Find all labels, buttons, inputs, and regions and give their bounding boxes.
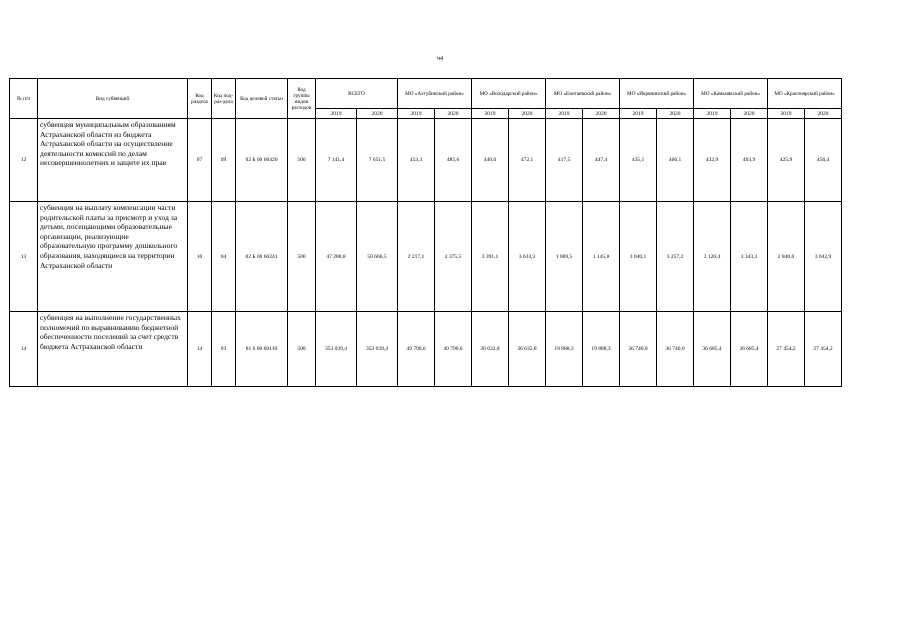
row-name: субвенция муниципальным образованиям Астраханской области из бюджета Астраханской области на осуществление деятельности комиссий по делам несовершеннолетних и защите их прав [38, 119, 188, 202]
header-target: Код целевой статьи [236, 79, 288, 119]
row-num: 13 [10, 202, 38, 312]
header-year: 2020 [657, 109, 694, 119]
row-value: 435,1 [620, 119, 657, 202]
row-section: 07 [188, 119, 212, 202]
row-section: 14 [188, 312, 212, 387]
row-value: 440,6 [472, 119, 509, 202]
row-value: 463,9 [731, 119, 768, 202]
table-row [10, 119, 842, 202]
header-year: 2019 [694, 109, 731, 119]
row-value: 50 666,5 [357, 202, 398, 312]
row-value: 425,9 [768, 119, 805, 202]
row-value: 36 685,4 [694, 312, 731, 387]
row-value: 49 790,6 [398, 312, 435, 387]
row-value: 19 888,3 [583, 312, 620, 387]
header-district: МО «Камызякский район» [694, 79, 768, 109]
row-value: 453,3 [398, 119, 435, 202]
header-year: 2020 [731, 109, 768, 119]
row-value: 3 042,9 [805, 202, 842, 312]
row-value: 36 632,8 [472, 312, 509, 387]
header-district: МО «Енотаевский район» [546, 79, 620, 109]
row-value: 7 141,4 [316, 119, 357, 202]
header-district: МО «Икрянинский район» [620, 79, 694, 109]
header-district: МО «Володарский район» [472, 79, 546, 109]
row-value: 417,5 [546, 119, 583, 202]
row-subsection: 03 [212, 312, 236, 387]
row-value: 2 217,1 [398, 202, 435, 312]
row-value: 49 790,6 [435, 312, 472, 387]
row-value: 27 454,2 [805, 312, 842, 387]
row-subsection: 04 [212, 202, 236, 312]
row-target: 02 Б 00 60241 [236, 202, 288, 312]
header-year: 2020 [435, 109, 472, 119]
row-value: 7 651,5 [357, 119, 398, 202]
row-value: 3 343,3 [731, 202, 768, 312]
header-year: 2019 [472, 109, 509, 119]
row-value: 432,9 [694, 119, 731, 202]
header-year: 2019 [398, 109, 435, 119]
row-value: 36 632,8 [509, 312, 546, 387]
row-value: 456,4 [805, 119, 842, 202]
row-value: 36 740,0 [657, 312, 694, 387]
page-number: ч4 [436, 56, 444, 62]
row-value: 27 454,2 [768, 312, 805, 387]
row-value: 19 888,3 [546, 312, 583, 387]
row-num: 14 [10, 312, 38, 387]
row-group: 500 [288, 202, 316, 312]
header-year: 2019 [620, 109, 657, 119]
header-district: МО «Красноярский район» [768, 79, 842, 109]
header-year: 2020 [509, 109, 546, 119]
row-value: 3 040,1 [620, 202, 657, 312]
table-row [10, 312, 842, 387]
row-value: 47 288,8 [316, 202, 357, 312]
header-district: МО «Ахтубинский район» [398, 79, 472, 109]
row-value: 36 740,0 [620, 312, 657, 387]
row-name: субвенция на выплату компенсации части родительской платы за присмотр и уход за детьми, посещающими образовательные организации, реализующие образовательную программу дошкольного образования, находящиеся на территории Астраханской области [38, 202, 188, 312]
row-subsection: 09 [212, 119, 236, 202]
table-row [10, 202, 842, 312]
header-year: 2019 [768, 109, 805, 119]
row-value: 353 039,4 [357, 312, 398, 387]
row-group: 500 [288, 119, 316, 202]
row-value: 2 840,0 [768, 202, 805, 312]
row-value: 472,1 [509, 119, 546, 202]
header-num: № п/п [10, 79, 38, 119]
header-section: Код раздела [188, 79, 212, 119]
row-value: 3 633,3 [509, 202, 546, 312]
row-value: 2 375,5 [435, 202, 472, 312]
row-value: 353 039,4 [316, 312, 357, 387]
header-year: 2019 [546, 109, 583, 119]
row-section: 10 [188, 202, 212, 312]
row-value: 3 120,4 [694, 202, 731, 312]
header-year: 2019 [316, 109, 357, 119]
row-value: 447,4 [583, 119, 620, 202]
row-value: 36 685,4 [731, 312, 768, 387]
row-value: 1 069,5 [546, 202, 583, 312]
header-total: ВСЕГО [316, 79, 398, 109]
header-name: Вид субвенций [38, 79, 188, 119]
header-year: 2020 [805, 109, 842, 119]
header-year: 2020 [357, 109, 398, 119]
row-target: 02 Б 00 60420 [236, 119, 288, 202]
row-value: 3 391,1 [472, 202, 509, 312]
row-value: 1 145,8 [583, 202, 620, 312]
row-num: 12 [10, 119, 38, 202]
row-value: 3 257,2 [657, 202, 694, 312]
row-name: субвенция на выполнение государственных полномочий по выравниванию бюджетной обеспеченности поселений за счет средств бюджета Астраханской области [38, 312, 188, 387]
row-group: 500 [288, 312, 316, 387]
header-year: 2020 [583, 109, 620, 119]
row-value: 485,6 [435, 119, 472, 202]
row-value: 466,1 [657, 119, 694, 202]
subvention-table [9, 78, 842, 387]
header-group: Код группы видов расходов [288, 79, 316, 119]
row-target: 81 6 00 60110 [236, 312, 288, 387]
header-subsection: Код под-раз-дела [212, 79, 236, 119]
